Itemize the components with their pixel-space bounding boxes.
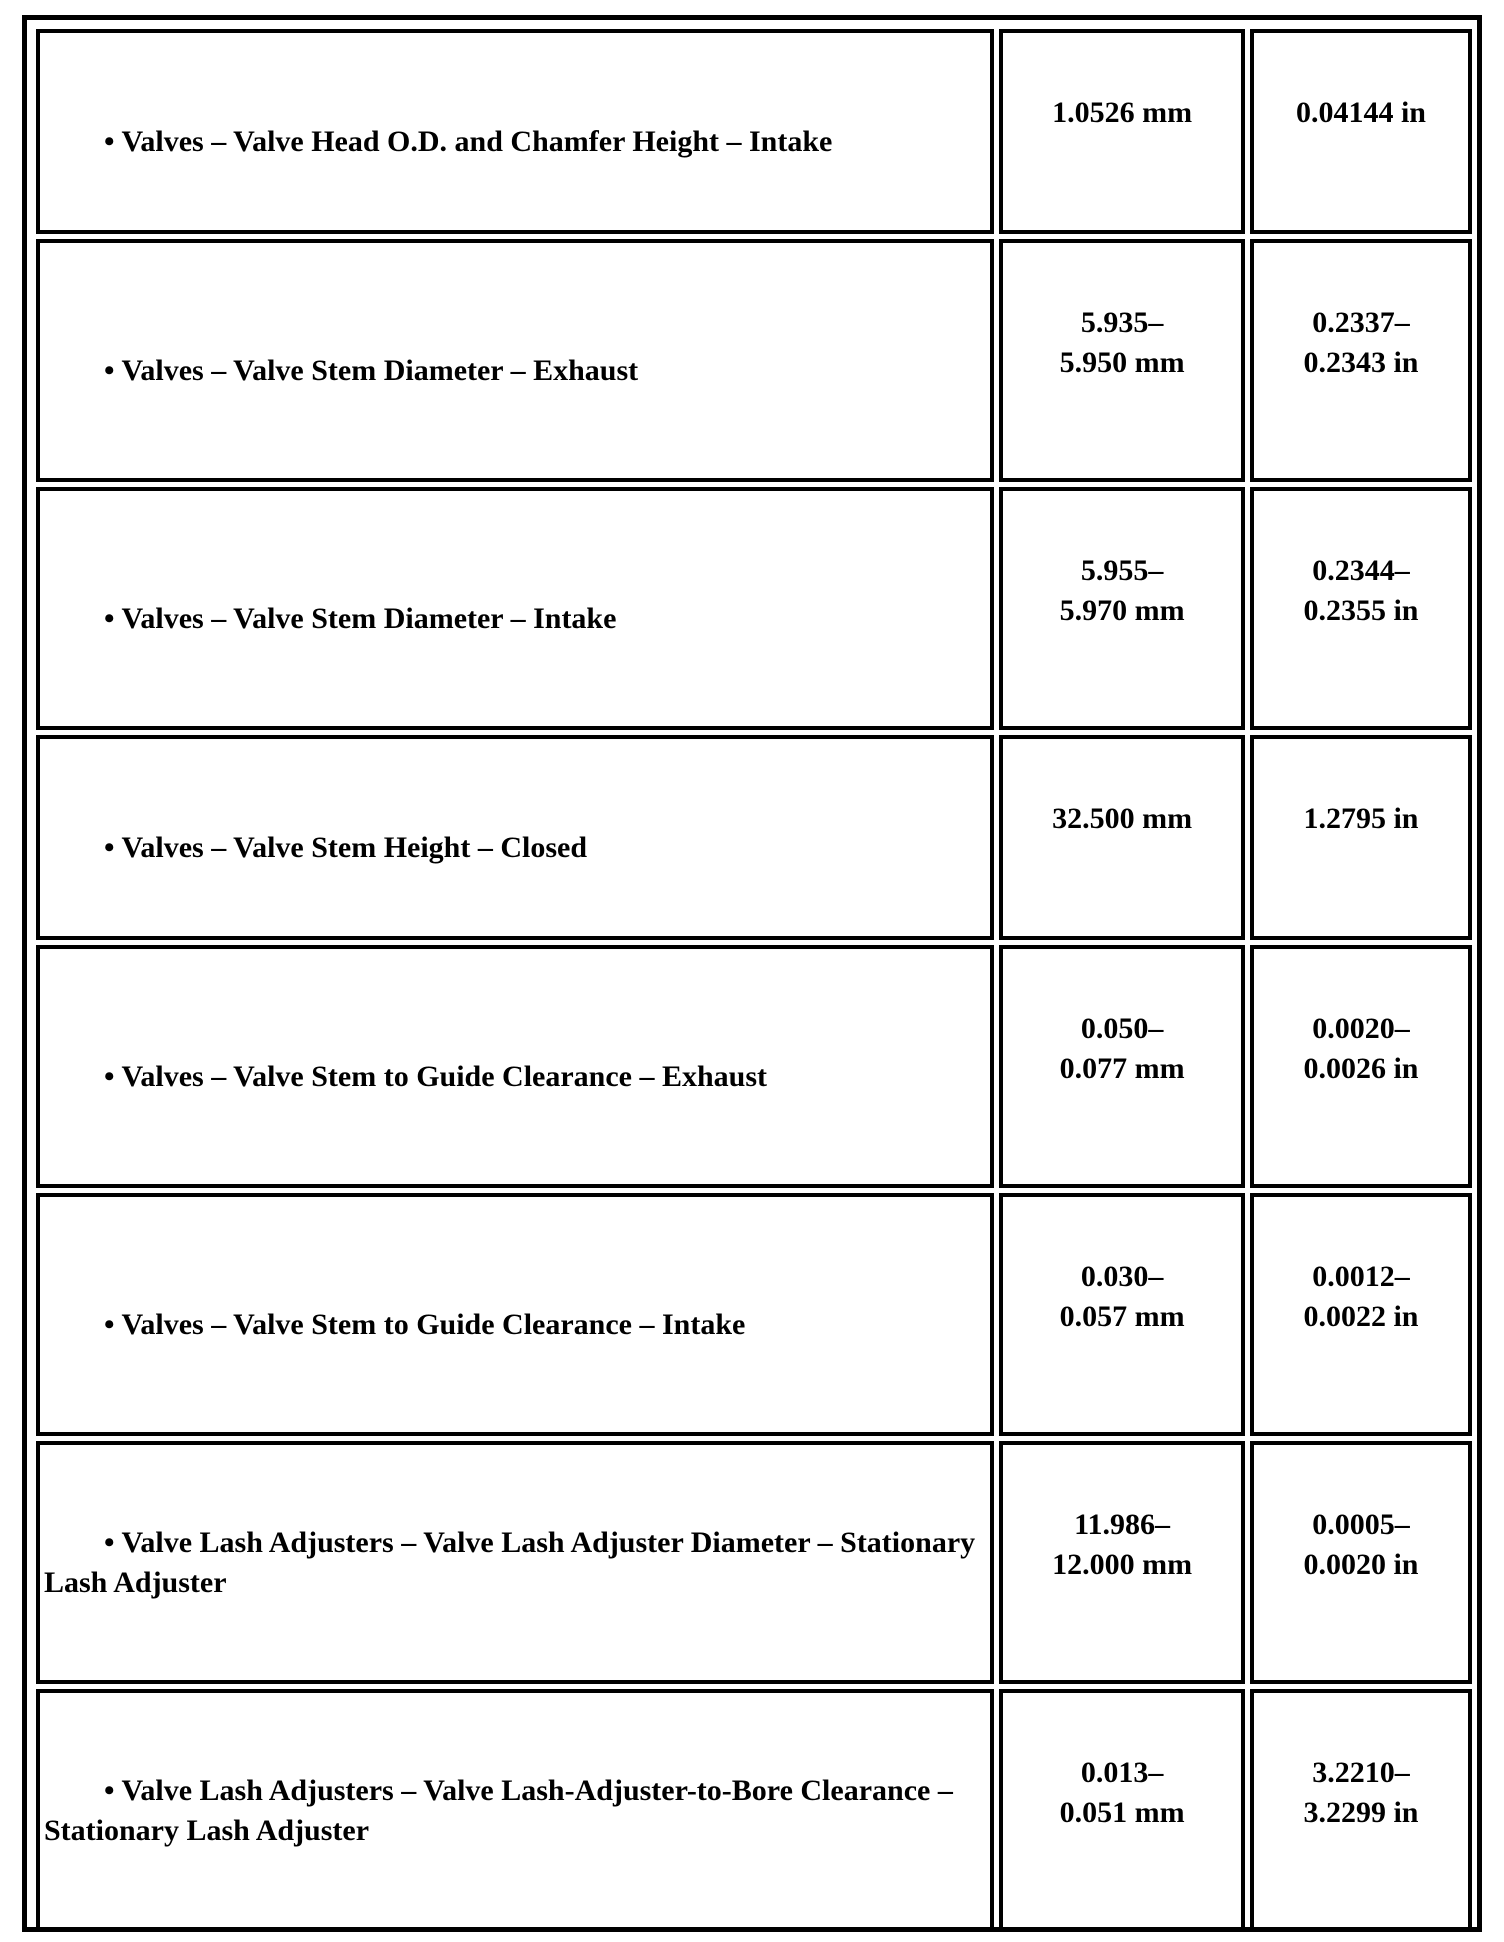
table-row — [36, 29, 1472, 234]
metric-value: 32.500 mm — [1052, 801, 1193, 835]
metric-value: 5.935– 5.950 mm — [1059, 305, 1185, 379]
valve-specifications-table — [31, 24, 1477, 1937]
metric-value: 0.030– 0.057 mm — [1059, 1259, 1185, 1333]
imperial-value: 1.2795 in — [1303, 801, 1419, 835]
metric-value: 0.050– 0.077 mm — [1059, 1011, 1185, 1085]
spec-description: • Valves – Valve Stem Diameter – Exhaust — [104, 353, 639, 387]
metric-value-cell — [999, 1441, 1245, 1684]
metric-value-cell — [999, 945, 1245, 1188]
spec-table-frame — [22, 15, 1482, 1932]
spec-description: • Valves – Valve Stem to Guide Clearance – Intake — [104, 1307, 746, 1341]
spec-description-cell — [36, 1441, 994, 1684]
table-row — [36, 1689, 1472, 1932]
metric-value: 1.0526 mm — [1052, 95, 1193, 129]
metric-value-cell — [999, 239, 1245, 482]
imperial-value-cell — [1250, 1689, 1472, 1932]
spec-description: • Valve Lash Adjusters – Valve Lash-Adjuster-to-Bore Clearance – Stationary Lash Adjuster — [44, 1773, 953, 1847]
imperial-value-cell — [1250, 1441, 1472, 1684]
spec-description: • Valves – Valve Stem to Guide Clearance – Exhaust — [104, 1059, 768, 1093]
imperial-value: 3.2210– 3.2299 in — [1303, 1755, 1419, 1829]
metric-value: 0.013– 0.051 mm — [1059, 1755, 1185, 1829]
metric-value-cell — [999, 735, 1245, 940]
spec-description-cell — [36, 1193, 994, 1436]
imperial-value-cell — [1250, 735, 1472, 940]
spec-description: • Valves – Valve Stem Height – Closed — [104, 830, 588, 864]
spec-description: • Valves – Valve Stem Diameter – Intake — [104, 601, 617, 635]
spec-description: • Valve Lash Adjusters – Valve Lash Adjuster Diameter – Stationary Lash Adjuster — [44, 1525, 976, 1599]
imperial-value: 0.0005– 0.0020 in — [1303, 1507, 1419, 1581]
imperial-value-cell — [1250, 1193, 1472, 1436]
spec-description-cell — [36, 29, 994, 234]
spec-description-cell — [36, 239, 994, 482]
metric-value-cell — [999, 1689, 1245, 1932]
imperial-value: 0.2344– 0.2355 in — [1303, 553, 1419, 627]
metric-value-cell — [999, 1193, 1245, 1436]
spec-description-cell — [36, 735, 994, 940]
table-row — [36, 945, 1472, 1188]
table-row — [36, 487, 1472, 730]
imperial-value-cell — [1250, 239, 1472, 482]
metric-value-cell — [999, 29, 1245, 234]
metric-value-cell — [999, 487, 1245, 730]
imperial-value-cell — [1250, 945, 1472, 1188]
table-row — [36, 1193, 1472, 1436]
spec-description-cell — [36, 1689, 994, 1932]
imperial-value: 0.04144 in — [1295, 95, 1426, 129]
imperial-value: 0.0012– 0.0022 in — [1303, 1259, 1419, 1333]
imperial-value: 0.0020– 0.0026 in — [1303, 1011, 1419, 1085]
table-row — [36, 239, 1472, 482]
spec-description-cell — [36, 487, 994, 730]
imperial-value-cell — [1250, 487, 1472, 730]
table-row — [36, 1441, 1472, 1684]
metric-value: 5.955– 5.970 mm — [1059, 553, 1185, 627]
imperial-value: 0.2337– 0.2343 in — [1303, 305, 1419, 379]
metric-value: 11.986– 12.000 mm — [1052, 1507, 1193, 1581]
spec-description-cell — [36, 945, 994, 1188]
spec-description: • Valves – Valve Head O.D. and Chamfer Height – Intake — [104, 124, 833, 158]
imperial-value-cell — [1250, 29, 1472, 234]
table-row — [36, 735, 1472, 940]
